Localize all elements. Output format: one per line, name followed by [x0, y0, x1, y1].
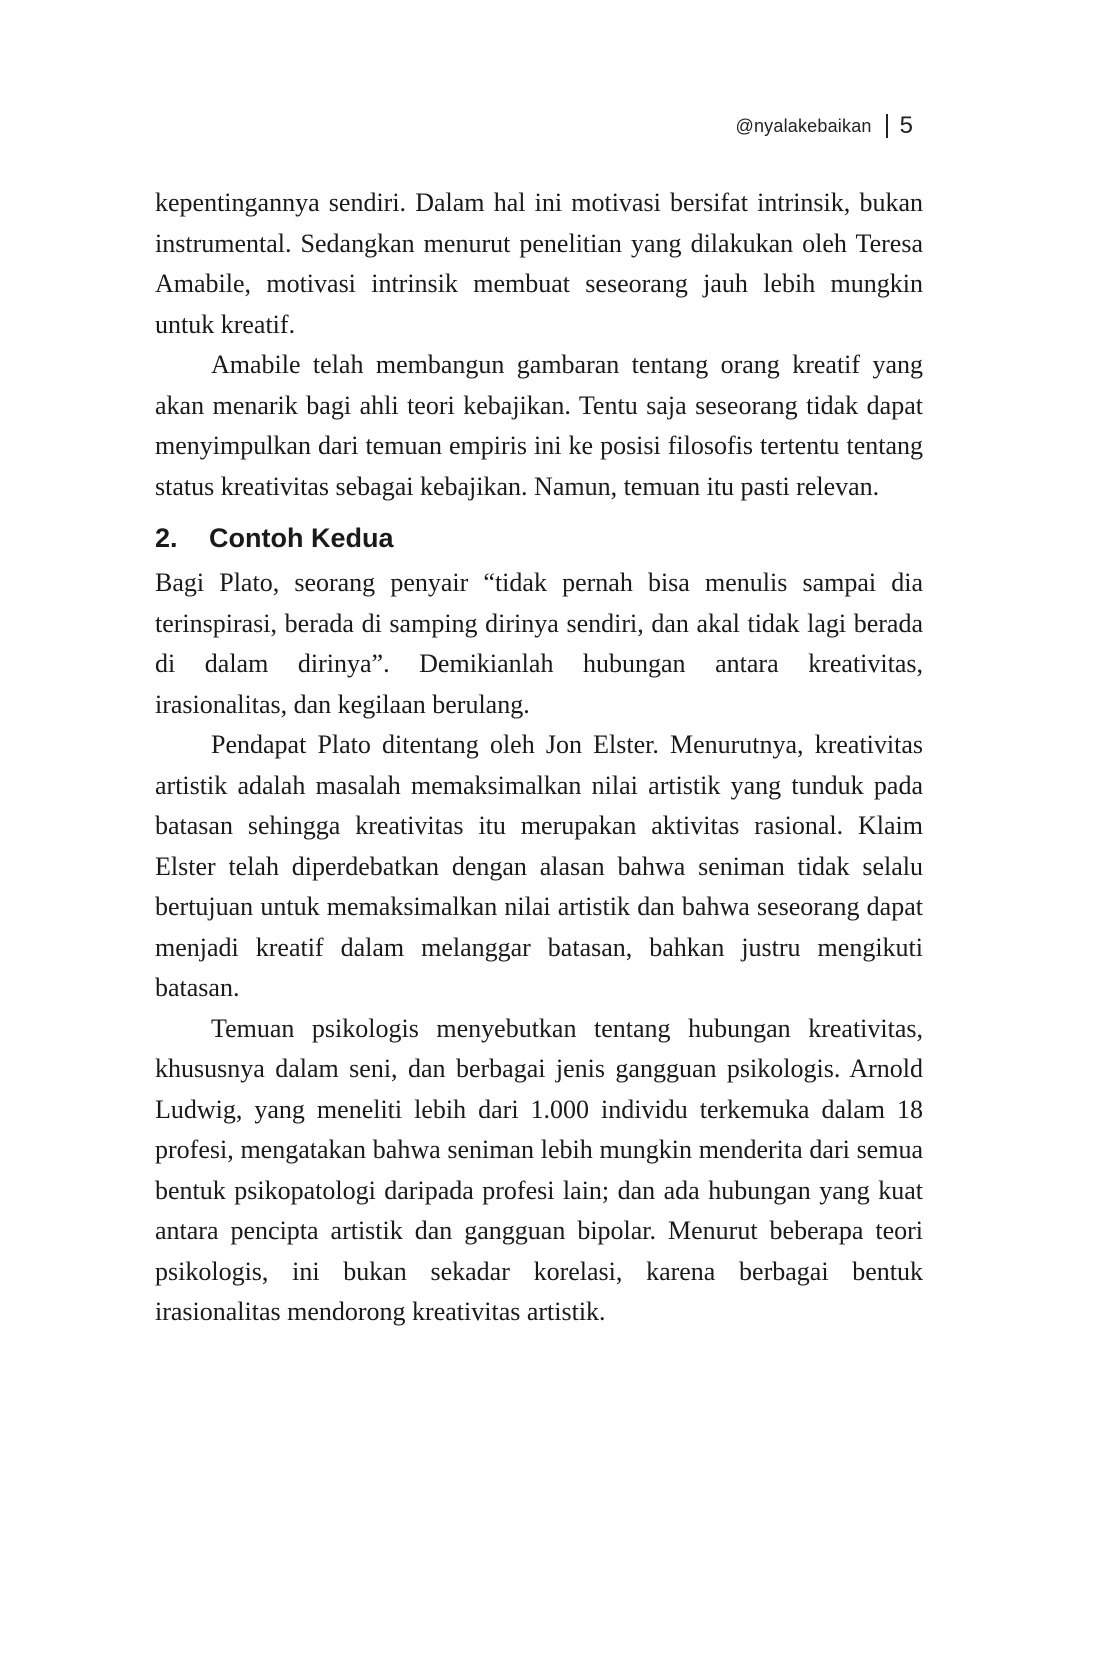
page-number: 5: [899, 112, 913, 139]
paragraph-plato: Bagi Plato, seorang penyair “tidak pernah bisa menulis sampai dia terinspirasi, berada di samping dirinya sendiri, dan akal tidak lagi berada di dalam dirinya”. Demikianlah hubungan antara kreativitas, irasionalitas, dan kegilaan berulang.: [155, 568, 923, 719]
paragraph-elster: Pendapat Plato ditentang oleh Jon Elster. Menurutnya, kreativitas artistik adalah masalah memaksimalkan nilai artistik yang tunduk pada batasan sehingga kreativitas itu merupakan aktivitas rasional. Klaim Elster telah diperdebatkan dengan alasan bahwa seniman tidak selalu bertujuan untuk memaksimalkan nilai artistik dan bahwa seseorang dapat menjadi kreatif dalam melanggar batasan, bahkan justru mengikuti batasan.: [155, 730, 923, 1002]
page-body: [155, 183, 923, 1333]
running-header: [735, 112, 913, 140]
section-number: 2.: [155, 523, 178, 553]
section-heading: [155, 518, 923, 558]
paragraph-amabile: Amabile telah membangun gambaran tentang orang kreatif yang akan menarik bagi ahli teori kebajikan. Tentu saja seseorang tidak dapat menyimpulkan dari temuan empiris ini ke posisi filosofis tertentu tentang status kreativitas sebagai kebajikan. Namun, temuan itu pasti relevan.: [155, 350, 923, 501]
header-separator: [886, 114, 888, 138]
paragraph-psychology: Temuan psikologis menyebutkan tentang hubungan kreativitas, khususnya dalam seni, dan berbagai jenis gangguan psikologis. Arnold Ludwig, yang meneliti lebih dari 1.000 individu terkemuka dalam 18 profesi, mengatakan bahwa seniman lebih mungkin menderita dari semua bentuk psikopatologi daripada profesi lain; dan ada hubungan yang kuat antara pencipta artistik dan gangguan bipolar. Menurut beberapa teori psikologis, ini bukan sekadar korelasi, karena berbagai bentuk irasionalitas mendorong kreativitas artistik.: [155, 1013, 923, 1326]
section-title: Contoh Kedua: [209, 523, 394, 553]
author-handle: @nyalakebaikan: [735, 115, 872, 136]
paragraph-continued: kepentingannya sendiri. Dalam hal ini motivasi bersifat intrinsik, bukan instrumental. Sedangkan menurut penelitian yang dilakukan oleh Teresa Amabile, motivasi intrinsik membuat seseorang jauh lebih mungkin untuk kreatif.: [155, 188, 923, 339]
